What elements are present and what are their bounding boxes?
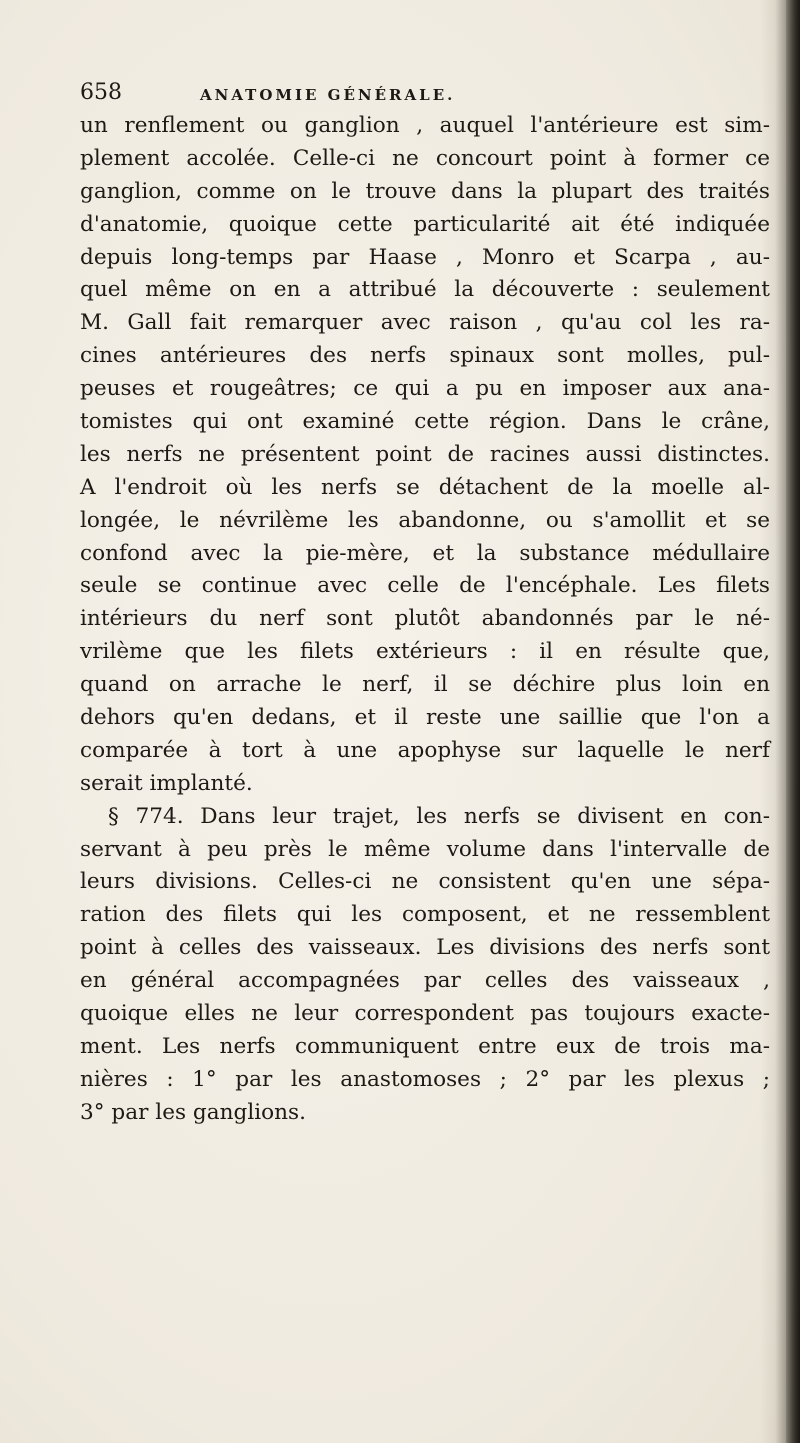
text-line: M. Gall fait remarquer avec raison , qu'au col les ra- [80,310,770,336]
text-line: depuis long-temps par Haase , Monro et Scarpa , au- [80,244,770,270]
text-line: d'anatomie, quoique cette particularité ait été indiquée [80,211,770,237]
text-line: ration des filets qui les composent, et ne ressemblent [80,902,770,928]
text-line: quand on arrache le nerf, il se déchire plus loin en [80,672,770,698]
text-line: nières : 1° par les anastomoses ; 2° par les plexus ; [80,1066,770,1092]
page-edge-shadow [786,0,800,1443]
text-line: ganglion, comme on le trouve dans la plupart des traités [80,178,770,204]
text-line: comparée à tort à une apophyse sur laquelle le nerf [80,737,770,763]
text-line: point à celles des vaisseaux. Les divisions des nerfs sont [80,935,770,961]
text-line: servant à peu près le même volume dans l'intervalle de [80,836,770,862]
text-line: leurs divisions. Celles-ci ne consistent qu'en une sépa- [80,869,770,895]
text-line: plement accolée. Celle-ci ne concourt point à former ce [80,145,770,171]
text-line: A l'endroit où les nerfs se détachent de la moelle al- [80,474,770,500]
text-line: vrilème que les filets extérieurs : il en résulte que, [80,639,770,665]
page-number: 658 [80,80,122,105]
text-line: dehors qu'en dedans, et il reste une saillie que l'on a [80,705,770,731]
text-line: serait implanté. [80,770,253,796]
text-line: intérieurs du nerf sont plutôt abandonnés par le né- [80,606,770,632]
text-line: cines antérieures des nerfs spinaux sont molles, pul- [80,343,770,369]
text-line: seule se continue avec celle de l'encéphale. Les filets [80,573,770,599]
text-line: quoique elles ne leur correspondent pas toujours exacte- [80,1001,770,1027]
text-line: peuses et rougeâtres; ce qui a pu en imposer aux ana- [80,376,770,402]
text-line: quel même on en a attribué la découverte : seulement [80,277,770,303]
text-line: longée, le névrilème les abandonne, ou s'amollit et se [80,507,770,533]
text-line: confond avec la pie-mère, et la substance médullaire [80,540,770,566]
text-line: les nerfs ne présentent point de racines aussi distinctes. [80,441,770,467]
text-line: en général accompagnées par celles des vaisseaux , [80,968,770,994]
running-title: ANATOMIE GÉNÉRALE. [200,86,456,104]
text-line: 3° par les ganglions. [80,1099,307,1125]
text-line: tomistes qui ont examiné cette région. Dans le crâne, [80,409,770,435]
running-head [80,80,780,114]
text-line: un renflement ou ganglion , auquel l'antérieure est sim- [80,113,770,138]
body-text [80,110,770,1130]
text-line: ment. Les nerfs communiquent entre eux de trois ma- [80,1033,770,1059]
section-774-line: § 774. Dans leur trajet, les nerfs se divisent en con- [108,803,770,829]
